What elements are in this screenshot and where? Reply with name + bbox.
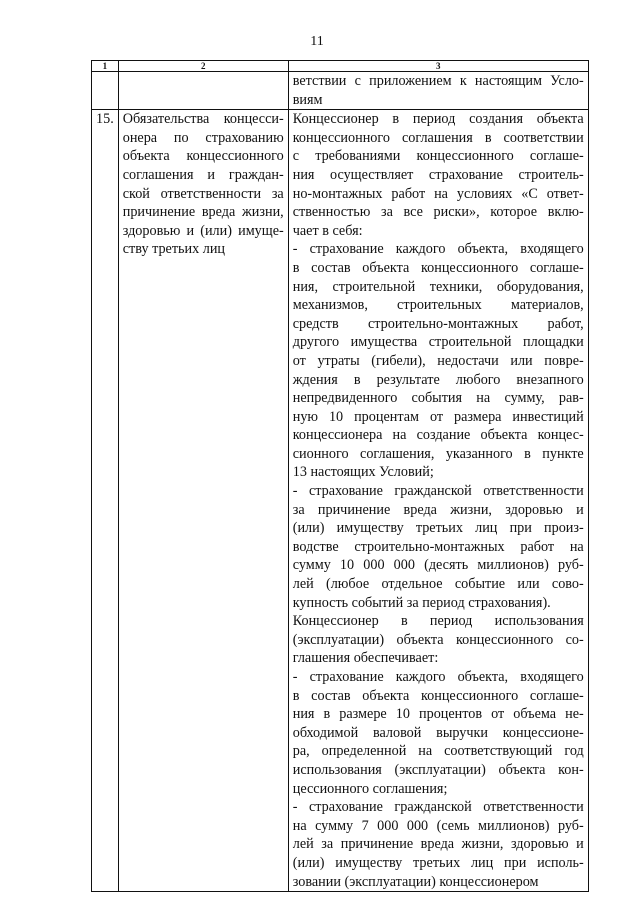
- row-content-line: сионного соглашения, указанного в пункте: [292, 445, 584, 462]
- row-content-line: средств строительно-монтажных работ,: [292, 315, 584, 332]
- row-content-line: купность событий за период страхования).: [292, 594, 551, 611]
- row-content-line: ную 10 процентам от размера инвестиций: [292, 408, 584, 425]
- continuation-text-cell: [288, 72, 588, 110]
- row-content-line: в состав объекта концессионного соглаше-: [292, 687, 584, 704]
- row-content-line: в состав объекта концессионного соглаше-: [292, 259, 584, 276]
- row-title-line: Обязательства концесси-: [122, 111, 284, 128]
- row-content-line: Концессионер в период создания объекта: [292, 111, 584, 128]
- row-content-line: с требованиями концессионного соглаше-: [292, 148, 584, 165]
- table-header-row: [92, 61, 589, 72]
- row-content-line: ственностью за все риски», которое вклю-: [292, 204, 584, 221]
- row-title-line: соглашения и граждан-: [122, 166, 284, 183]
- row-title-line: причинение вреда жизни,: [122, 204, 284, 221]
- row-content-line: цессионного соглашения;: [292, 780, 448, 797]
- row-content-line: ния осуществляет страхование строитель-: [292, 166, 584, 183]
- row-content-line: концессионера на создание объекта концес-: [292, 427, 584, 444]
- page-number: 11: [310, 34, 324, 49]
- row-content-line: (или) имуществу третьих лиц при произ-: [292, 520, 584, 537]
- row-title-line: ской ответственности за: [122, 185, 284, 202]
- row-content-line: обходимой валовой выручки концессионе-: [292, 724, 584, 741]
- table-row-15: [92, 110, 589, 892]
- row-content-line: механизмов, строительных материалов,: [292, 297, 584, 314]
- row-title: [118, 110, 288, 892]
- row-content-line: использования (эксплуатации) объекта кон-: [292, 761, 584, 778]
- row-content-line: Концессионер в период использования: [292, 613, 584, 630]
- row-content-line: ния, строительной техники, оборудования,: [292, 278, 584, 295]
- row-title-line: онера по страхованию: [122, 129, 284, 146]
- row-content-line: лей за причинение вреда жизни, здоровью и: [292, 836, 584, 853]
- continuation-text-line: ветствии с приложением к настоящим Усло-: [292, 73, 584, 89]
- row-content-line: - страхование каждого объекта, входящего: [292, 241, 584, 258]
- header-col-2: 2: [118, 61, 288, 72]
- row-content-line: водстве строительно-монтажных работ на: [292, 538, 584, 555]
- row-content-line: лей (любое отдельное событие или сово-: [292, 576, 584, 593]
- row-content-line: - страхование гражданской ответственности: [292, 483, 584, 500]
- continuation-text-line: виям: [292, 91, 323, 108]
- table-row-continuation: [92, 72, 589, 110]
- row-content-line: непредвиденного события на сумму, рав-: [292, 390, 584, 407]
- row-content-line: - страхование каждого объекта, входящего: [292, 669, 584, 685]
- row-content-line: чает в себя:: [292, 222, 363, 239]
- row-content-line: на сумму 7 000 000 (семь миллионов) руб-: [292, 817, 584, 834]
- row-content-line: (или) имуществу третьих лиц при исполь-: [292, 854, 584, 871]
- row-content-line: но-монтажных работ на условиях «С ответ-: [292, 185, 584, 202]
- row-content-line: зовании (эксплуатации) концессионером: [292, 873, 539, 890]
- row-content-line: сумму 10 000 000 (десять миллионов) руб-: [292, 557, 584, 574]
- row-content-line: другого имущества строительной площадки: [292, 334, 584, 351]
- row-content-line: 13 настоящих Условий;: [292, 464, 434, 481]
- row-content-line: - страхование гражданской ответственности: [292, 799, 584, 816]
- row-title-line: здоровью и (или) имуще-: [122, 222, 284, 239]
- row-content-line: ждения в результате любого внезапного: [292, 371, 584, 388]
- header-col-3: 3: [288, 61, 588, 72]
- row-content-line: ния в размере 10 процентов от объема не-: [292, 706, 584, 723]
- row-content-line: глашения обеспечивает:: [292, 650, 439, 667]
- row-content-line: концессионного соглашения в соответствии: [292, 129, 584, 146]
- row-content-line: за причинение вреда жизни, здоровью и: [292, 501, 584, 518]
- header-col-1: 1: [92, 61, 119, 72]
- row-content-line: (эксплуатации) объекта концессионного со-: [292, 631, 584, 648]
- continuation-title-cell: [118, 72, 288, 110]
- row-content: [288, 110, 588, 892]
- row-title-line: объекта концессионного: [122, 148, 284, 165]
- row-content-line: от утраты (гибели), недостачи или повре-: [292, 352, 584, 369]
- conditions-table: [91, 60, 589, 892]
- row-title-line: ству третьих лиц: [122, 241, 226, 258]
- continuation-num-cell: [92, 72, 119, 110]
- row-content-line: ра, определенной на соответствующий год: [292, 743, 584, 760]
- row-number: 15.: [92, 110, 119, 892]
